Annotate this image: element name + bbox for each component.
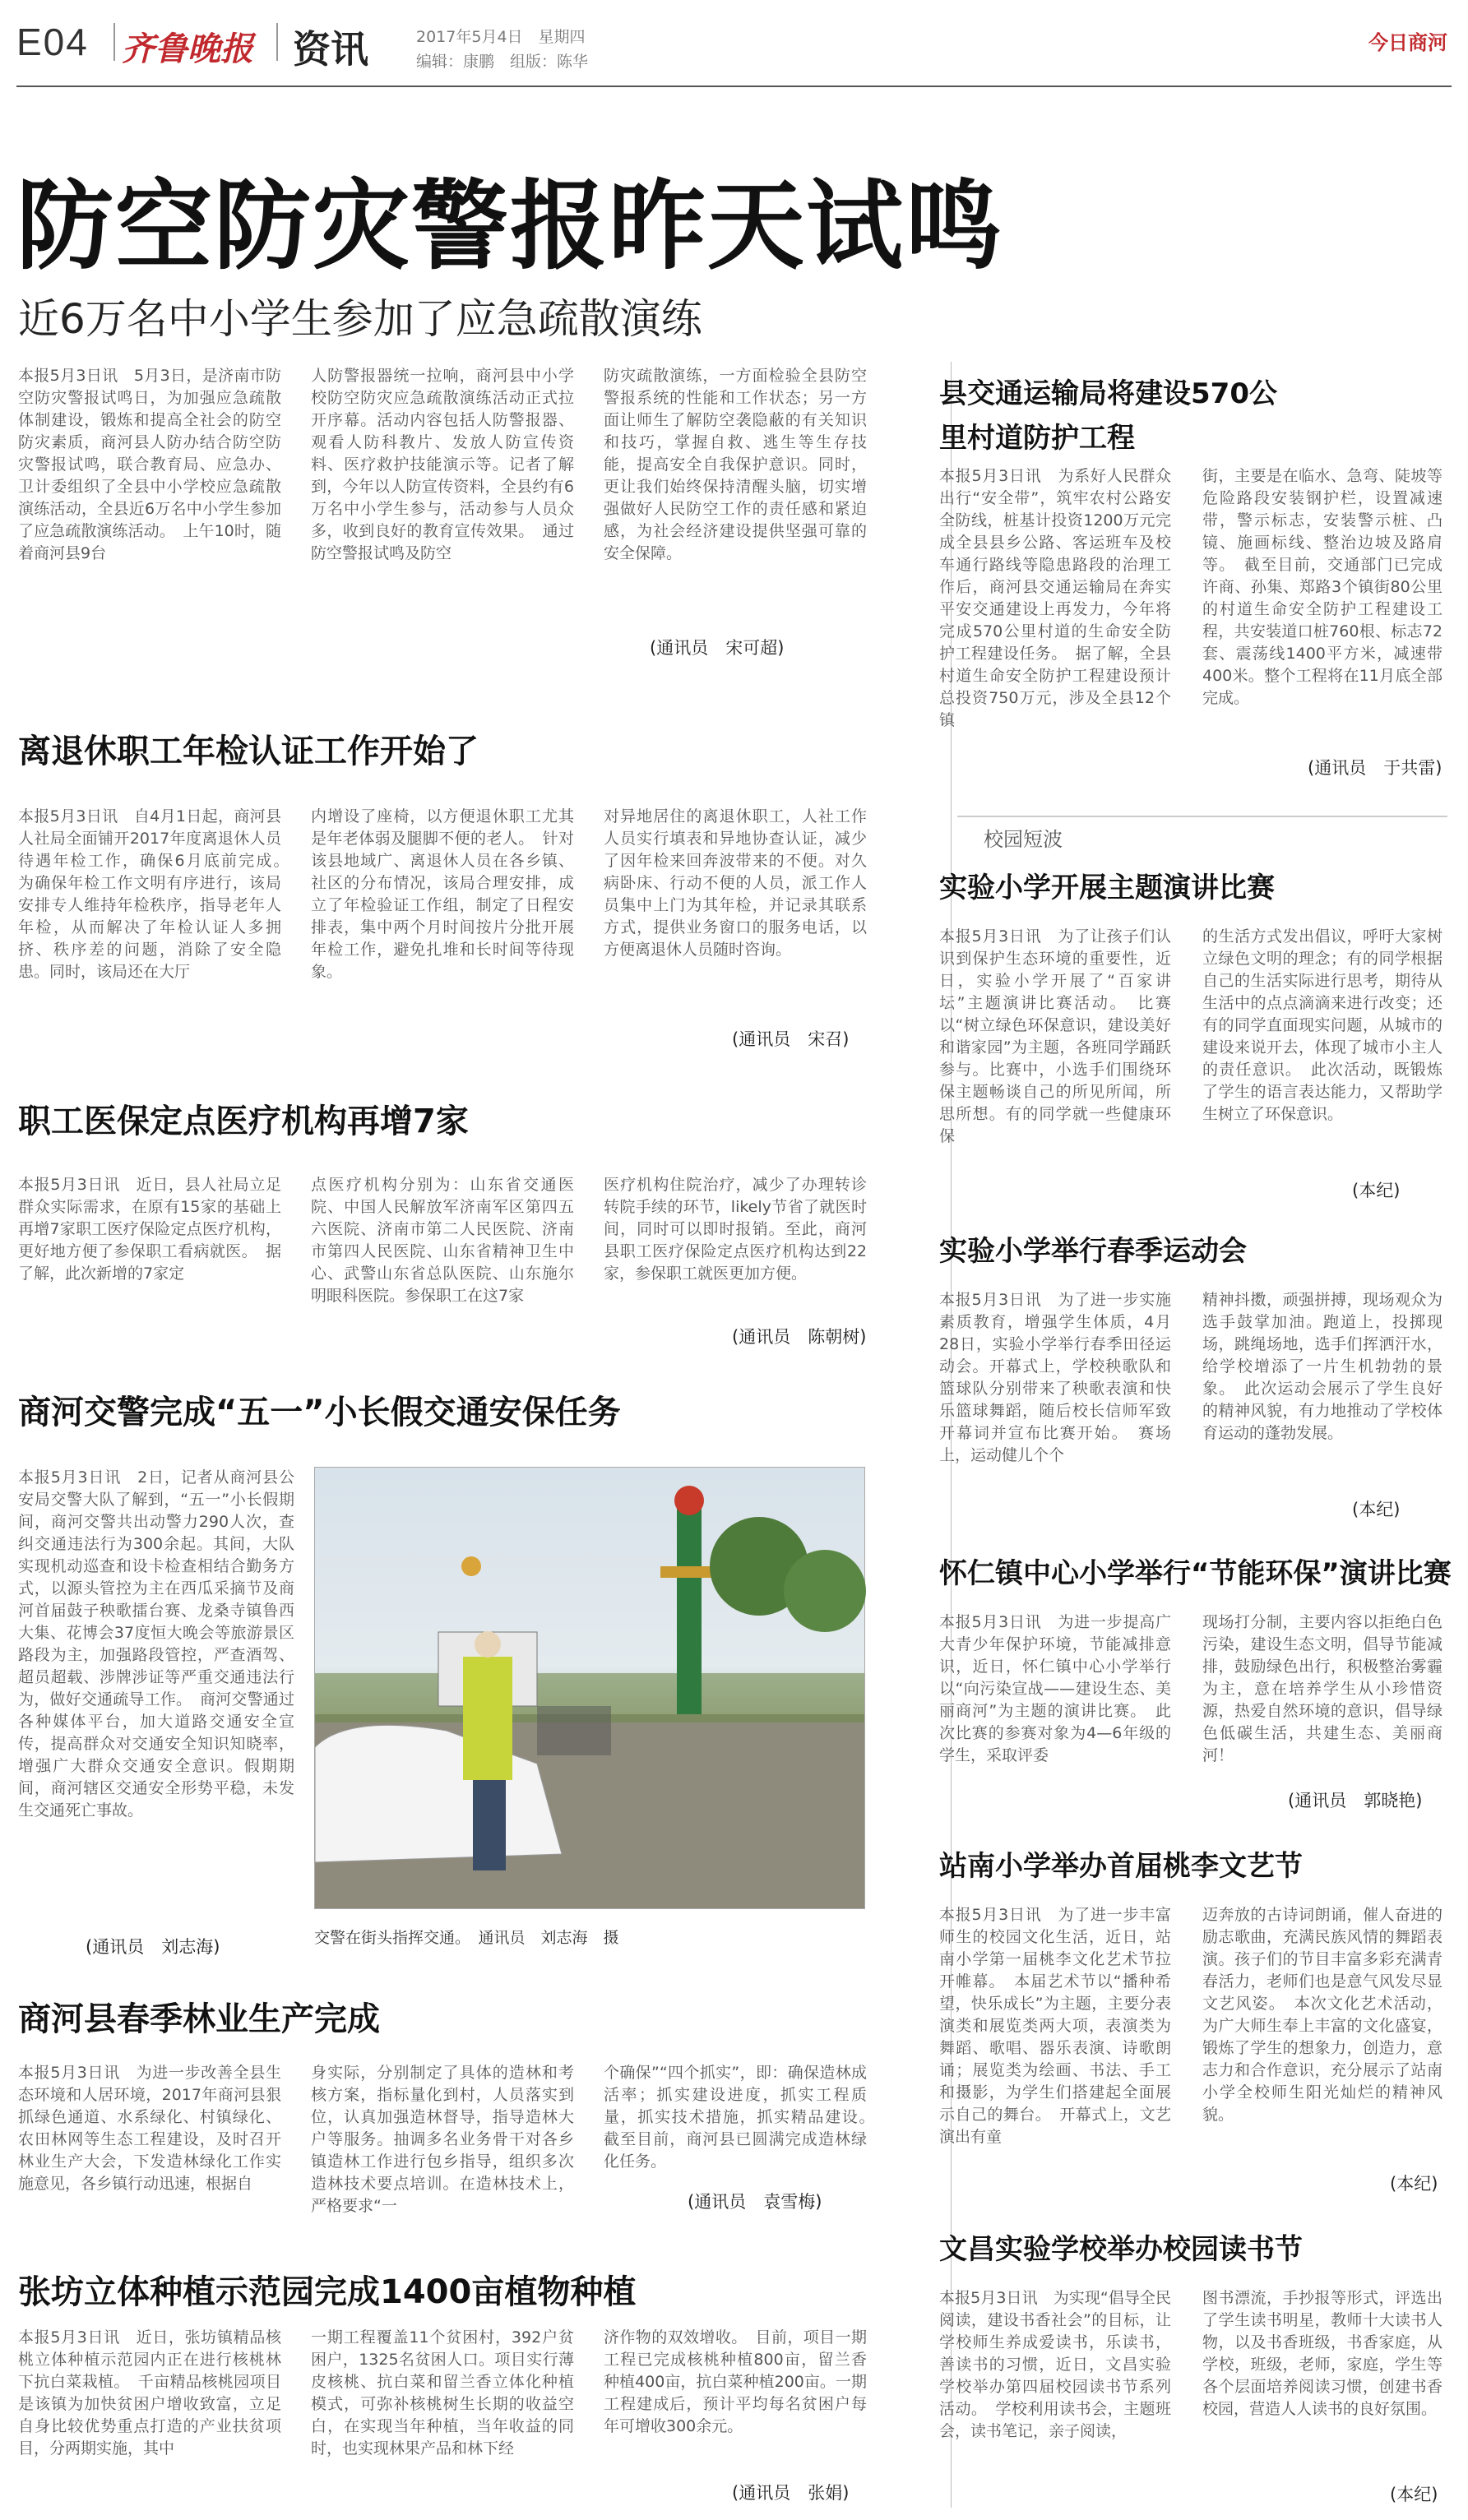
article-col: 个确保”“四个抓实”，即：确保造林成活率；抓实建设进度，抓实工程质量，抓实技术措施，抓实精品建设。 截至目前，商河县已圆满完成造林绿化任务。 <box>604 2064 883 2171</box>
article-title: 县交通运输局将建设570公里村道防护工程 <box>939 377 1277 455</box>
article-title: 实验小学举行春季运动会 <box>939 1235 1247 1268</box>
article-byline: (本纪) <box>1390 2174 1438 2194</box>
article-byline: (通讯员 宋召) <box>732 1029 850 1049</box>
article-title: 商河县春季林业生产完成 <box>18 2000 380 2038</box>
editor-credits: 编辑：康鹏 组版：陈华 <box>416 53 589 71</box>
article-col: 本报5月3日讯 自4月1日起，商河县人社局全面铺开2017年度离退休人员待遇年检工作，确保6月底前完成。 为确保年检工作文明有序进行，该局安排专人维持年检秩序，指导老年人年检，从而解决了年检认证人多拥挤、秩序差的问题，消除了安全隐患。同时，该局还在大厅 <box>18 807 298 981</box>
article-col: 本报5月3日讯 为了进一步实施素质教育，增强学生体质，4月28日，实验小学举行春季田径运动会。开幕式上，学校秧歌队和篮球队分别带来了秧歌表演和快乐篮球舞蹈，随后校长信师军致开幕词并宣布比赛开始。 赛场上，运动健儿个个 <box>939 1291 1171 1464</box>
article-col: 街，主要是在临水、急弯、陡坡等危险路段安装钢护栏，设置减速带，警示标志，安装警示桩、凸镜、施画标线、整治边坡及路肩等。 截至目前，交通部门已完成许商、孙集、郑路3个镇街80公里的村道生命安全防护工程建设工程，共安装道口桩760根、标志72套、震荡线1400平方米，减速带400米。整个工程将在11月底全部完成。 <box>1202 467 1443 707</box>
article-col: 本报5月3日讯 为了让孩子们认识到保护生态环境的重要性，近日，实验小学开展了“百家讲坛”主题演讲比赛活动。 比赛以“树立绿色环保意识，建设美好和谐家园”为主题，各班同学踊跃参与。比赛中，小选手们围绕环保主题畅谈自己的所见所闻，所思所想。有的同学就一些健康环保 <box>939 927 1171 1145</box>
article-byline: (通讯员 刘志海) <box>86 1937 220 1957</box>
article-title: 职工医保定点医疗机构再增7家 <box>18 1103 469 1140</box>
article-title: 张坊立体种植示范园完成1400亩植物种植 <box>18 2273 637 2311</box>
header-divider <box>113 23 115 61</box>
article-col: 济作物的双效增收。 目前，项目一期工程已完成核桃种植800亩，留兰香种植400亩，抗白菜种植200亩。一期工程建成后，预计平均每名贫困户每年可增收300余元。 <box>604 2328 867 2435</box>
main-headline: 防空防灾警报昨天试鸣 <box>16 169 1004 283</box>
article-col: 图书漂流，手抄报等形式，评选出了学生读书明星，教师十大读书人物，以及书香班级，书香家庭，从学校，班级，老师，家庭，学生等各个层面培养阅读习惯，创建书香校园，营造人人读书的良好氛围。 <box>1202 2289 1443 2418</box>
article-byline: (本纪) <box>1352 1500 1401 1519</box>
article-col: 本报5月3日讯 为进一步改善全县生态环境和人居环境，2017年商河县狠抓绿色通道、水系绿化、村镇绿化、农田林网等生态工程建设，及时召开林业生产大会，下发造林绿化工作实施意见，各乡镇行动迅速，根据自 <box>18 2064 281 2193</box>
photo-caption: 交警在街头指挥交通。 通讯员 刘志海 摄 <box>314 1929 619 1947</box>
main-col-3: 防灾疏散演练，一方面检验全县防空警报系统的性能和工作状态；另一方面让师生了解防空袭隐蔽的有关知识和技巧，掌握自救、逃生等生存技能，提高安全自我保护意识。同时，更让我们始终保持清醒头脑，切实增强做好人民防空工作的责任感和紧迫感，为社会经济建设提供坚强可靠的安全保障。 <box>604 367 867 562</box>
article-col: 对异地居住的离退休职工，人社工作人员实行填表和异地协查认证，减少了因年检来回奔波带来的不便。对久病卧床、行动不便的人员，派工作人员集中上门为其年检，并记录其联系方式，提供业务窗口的服务电话，以方便离退休人员随时咨询。 <box>604 807 867 959</box>
main-col-1: 本报5月3日讯 5月3日，是济南市防空防灾警报试鸣日，为加强应急疏散体制建设，锻炼和提高全社会的防空防灾素质，商河县人防办结合防空防灾警报试鸣，联合教育局、应急办、卫计委组织了全县中小学校应急疏散演练活动，全县近6万名中小学生参加了应急疏散演练活动。 上午10时，随着商河县9台 <box>18 367 281 562</box>
article-col: 本报5月3日讯 近日，张坊镇精品核桃立体种植示范园内正在进行核桃林下抗白菜栽植。 千亩精品核桃园项目是该镇为加快贫困户增收致富，立足自身比较优势重点打造的产业扶贫项目，分两期实施，其中 <box>18 2328 281 2458</box>
article-byline: (本纪) <box>1352 1181 1401 1200</box>
article-byline: (通讯员 张娟) <box>732 2483 850 2503</box>
article-col: 本报5月3日讯 为进一步提高广大青少年保护环境，节能减排意识，近日，怀仁镇中心小学举行以“向污染宣战——建设生态、美丽商河”为主题的演讲比赛。 此次比赛的参赛对象为4—6年级的学生，采取评委 <box>939 1613 1171 1764</box>
article-col: 本报5月3日讯 为了进一步丰富师生的校园文化生活，近日，站南小学第一届桃李文化艺术节拉开帷幕。 本届艺术节以“播种希望，快乐成长”为主题，主要分表演类和展览类两大项，表演类为舞蹈、歌唱、器乐表演、诗歌朗诵；展览类为绘画、书法、手工和摄影，为学生们搭建起全面展示自己的舞台。 开幕式上，文艺演出有童 <box>939 1906 1171 2146</box>
page-number: E04 <box>16 21 89 63</box>
article-title: 怀仁镇中心小学举行“节能环保”演讲比赛 <box>939 1557 1452 1590</box>
article-byline: (通讯员 郭晓艳) <box>1288 1791 1423 1810</box>
paper-logo: 齐鲁晚报 <box>122 30 253 68</box>
article-byline: (通讯员 于共雷) <box>1308 758 1443 778</box>
article-byline: (本纪) <box>1390 2485 1438 2504</box>
article-title: 离退休职工年检认证工作开始了 <box>18 733 479 770</box>
article-col: 的生活方式发出倡议，呼吁大家树立绿色文明的理念；有的同学根据自己的生活实际进行思考，期待从生活中的点点滴滴来进行改变；还有的同学直面现实问题，从城市的建设来说开去，体现了城市小主人的责任意识。 此次活动，既锻炼了学生的语言表达能力，又帮助学生树立了环保意识。 <box>1202 927 1443 1123</box>
article-byline: (通讯员 陈朝树) <box>732 1327 867 1347</box>
article-col: 点医疗机构分别为：山东省交通医院、中国人民解放军济南军区第四五六医院、济南市第二人民医院、济南市第四人民医院、山东省精神卫生中心、武警山东省总队医院、山东施尔明眼科医院。参保职工在这7家 <box>311 1176 574 1305</box>
article-col: 本报5月3日讯 2日，记者从商河县公安局交警大队了解到，“五一”小长假期间，商河交警共出动警力290人次，查纠交通违法行为300余起。其间，大队实现机动巡查和设卡检查相结合勤务方式，以源头管控为主在西瓜采摘节及商河首届鼓子秧歌擂台赛、龙桑寺镇鲁西大集、花博会37度恒大晚会等旅游景区路段为主，加强路段管控，严查酒驾、超员超载、涉牌涉证等严重交通违法行为，做好交通疏导工作。 商河交警通过各种媒体平台，加大道路交通安全宣传，提高群众对交通安全知识知晓率，增强广大群众交通安全意识。假期期间，商河辖区交通安全形势平稳，未发生交通死亡事故。 <box>18 1468 294 1819</box>
article-title: 实验小学开展主题演讲比赛 <box>939 872 1275 904</box>
article-title: 文昌实验学校举办校园读书节 <box>939 2233 1303 2266</box>
main-col-2: 人防警报器统一拉响，商河县中小学校防空防灾应急疏散演练活动正式拉开序幕。活动内容包括人防警报器、观看人防科教片、发放人防宣传资料、医疗救护技能演示等。记者了解到，今年以人防宣传资料，全县约有6万名中小学生参与，活动参与人员众多，收到良好的教育宣传效果。 通过防空警报试鸣及防空 <box>311 367 574 562</box>
section-tag: 今日商河 <box>1368 31 1447 54</box>
school-news-label: 校园短波 <box>984 828 1063 851</box>
header-rule <box>16 86 1452 87</box>
issue-date: 2017年5月4日 星期四 <box>416 28 586 46</box>
article-col: 内增设了座椅，以方便退休职工尤其是年老体弱及腿脚不便的老人。 针对该县地域广、离退休人员在各乡镇、社区的分布情况，该局合理安排，成立了年检验证工作组，制定了日程安排表，集中两个月时间按片分批开展年检工作，避免扎堆和长时间等待现象。 <box>311 807 574 981</box>
article-title: 站南小学举办首届桃李文艺节 <box>939 1850 1303 1883</box>
traffic-police-photo <box>315 1468 864 1908</box>
article-col: 身实际，分别制定了具体的造林和考核方案，指标量化到村，人员落实到位，认真加强造林督导，指导造林大户等服务。抽调多名业务骨干对各乡镇造林工作进行包乡指导，组织多次造林技术要点培训。在造林技术上，严格要求“一 <box>311 2064 574 2215</box>
article-col: 现场打分制，主要内容以拒绝白色污染，建设生态文明，倡导节能减排，鼓励绿色出行，积极整治雾霾为主，意在培养学生从小珍惜资源，热爱自然环境的意识，倡导绿色低碳生活，共建生态、美丽商河！ <box>1202 1613 1443 1764</box>
article-col: 一期工程覆盖11个贫困村，392户贫困户，1325名贫困人口。项目实行薄皮核桃、抗白菜和留兰香立体化种植模式，可弥补核桃树生长期的收益空白，在实现当年种植，当年收益的同时，也实现林果产品和林下经 <box>311 2328 574 2458</box>
article-col: 迈奔放的古诗词朗诵，催人奋进的励志歌曲，充满民族风情的舞蹈表演。孩子们的节目丰富多彩充满青春活力，老师们也是意气风发尽显文艺风姿。 本次文化艺术活动，为广大师生奉上丰富的文化盛宴，锻炼了学生的想象力，创造力，意志力和合作意识，充分展示了站南小学全校师生阳光灿烂的精神风貌。 <box>1202 1906 1443 2124</box>
article-byline: (通讯员 袁雪梅) <box>688 2192 822 2212</box>
article-col: 精神抖擞，顽强拼搏，现场观众为选手鼓掌加油。跑道上，投掷现场，跳绳场地，选手们挥洒汗水，给学校增添了一片生机勃勃的景象。 此次运动会展示了学生良好的精神风貌，有力地推动了学校体育运动的蓬勃发展。 <box>1202 1291 1443 1442</box>
article-title: 商河交警完成“五一”小长假交通安保任务 <box>18 1394 621 1431</box>
article-col: 本报5月3日讯 近日，县人社局立足群众实际需求，在原有15家的基础上再增7家职工医疗保险定点医疗机构，更好地方便了参保职工看病就医。 据了解，此次新增的7家定 <box>18 1176 281 1283</box>
news-photo <box>314 1467 865 1909</box>
article-col: 本报5月3日讯 为系好人民群众出行“安全带”，筑牢农村公路安全防线，桩基计投资1200万元完成全县县乡公路、客运班车及校车通行路线等隐患路段的治理工作后，商河县交通运输局在奔实平安交通建设上再发力，今年将完成570公里村道的生命安全防护工程建设任务。 据了解，全县村道生命安全防护工程建设预计总投资750万元，涉及全县12个镇 <box>939 467 1171 729</box>
article-col: 本报5月3日讯 为实现“倡导全民阅读，建设书香社会”的目标，让学校师生养成爱读书，乐读书，善读书的习惯，近日，文昌实验学校举办第四届校园读书节系列活动。 学校利用读书会，主题班会，读书笔记，亲子阅读， <box>939 2289 1171 2440</box>
article-col: 医疗机构住院治疗，减少了办理转诊转院手续的环节，likely节省了就医时间，同时可以即时报销。至此，商河县职工医疗保险定点医疗机构达到22家，参保职工就医更加方便。 <box>604 1176 867 1283</box>
header-divider <box>276 23 278 61</box>
section-title: 资讯 <box>293 27 368 72</box>
main-byline: (通讯员 宋可超) <box>650 638 785 658</box>
main-subhead: 近6万名中小学生参加了应急疏散演练 <box>18 295 702 343</box>
